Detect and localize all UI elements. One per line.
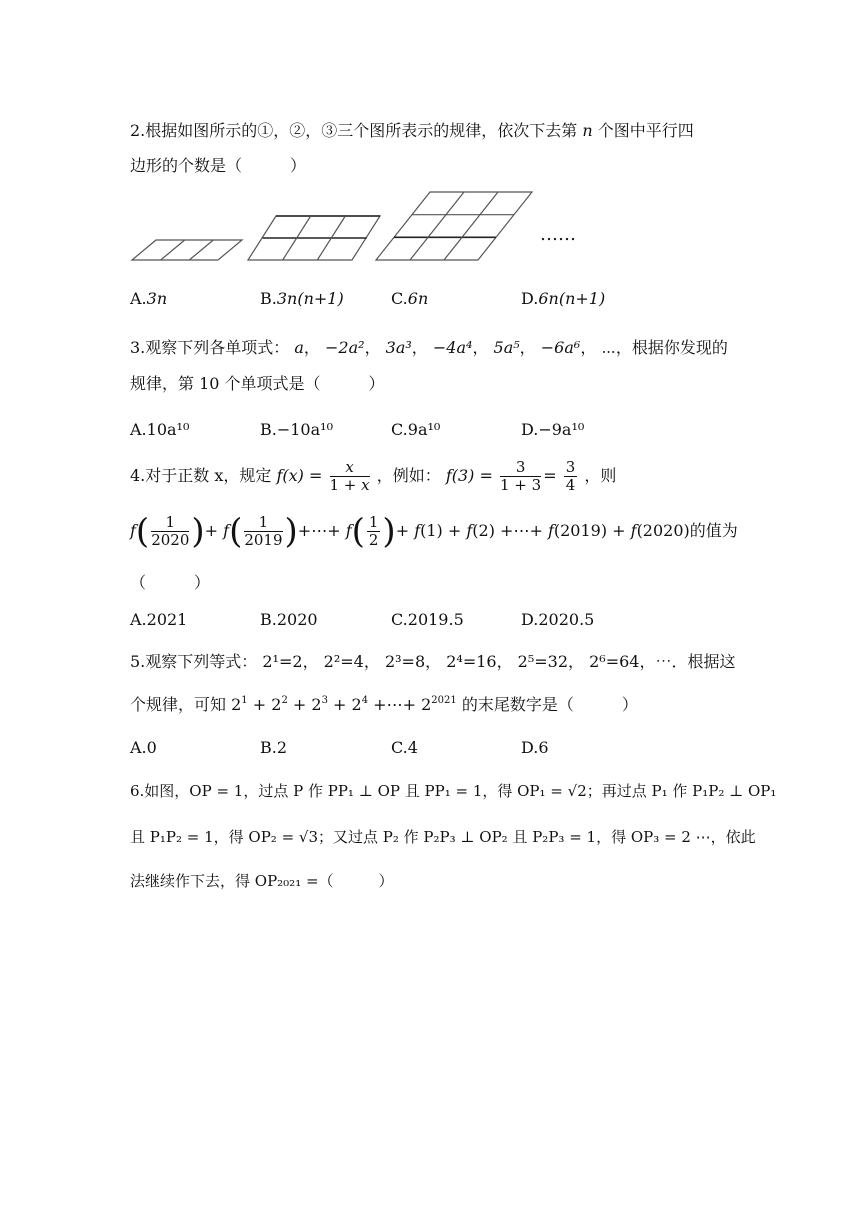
q2-ellipsis: ……	[540, 224, 576, 245]
q3-stem-line2: 规律，第 10 个单项式是（ ）	[130, 374, 385, 393]
q2-figure-1	[132, 240, 242, 260]
q4-answer-paren: （ ）	[130, 573, 211, 592]
q5-stem-line1: 5.观察下列等式： 2¹=2， 2²=4， 2³=8， 2⁴=16， 2⁵=32， 2⁶=64，⋯．根据这	[130, 652, 736, 671]
q2-option-b-label: B.	[260, 289, 277, 308]
q5-option-a: A.0	[130, 738, 157, 757]
q5-equality-4: 2⁴=16	[446, 652, 497, 671]
q3-term-ellipsis: ⋯	[601, 338, 616, 357]
q4-sum-expression: f( $\frac{1}{2020}$ )+ f( $\frac{1}{2019}$ )+⋯+ f( $\frac{1}{2}$ )+ f(1) + f(2) +⋯+ f(2019) + f(2020)的值为	[130, 511, 738, 552]
q3-term-3: 3a³	[385, 338, 412, 357]
q4-option-b: B.2020	[260, 610, 318, 629]
q2-stem-part1: 2.根据如图所示的①，②，③三个图所表示的规律，依次下去第	[130, 121, 578, 140]
q2-option-d	[521, 288, 605, 310]
q4-then: ，则	[584, 466, 617, 485]
q3-option-a: A.10a¹⁰	[130, 420, 190, 439]
q2-option-d-label: D.	[521, 289, 539, 308]
q2-var-n: n	[582, 121, 593, 140]
q2-option-a	[130, 288, 167, 310]
q4-stem-line1: 4.对于正数 x，规定 f(x) = $\frac{x}{1 + x}$ ，例如： f(3) = $\frac{3}{1 + 3}$ = $\frac{3}{4}$ ，则	[130, 458, 617, 494]
q4-example-label: ，例如：	[376, 466, 441, 485]
q5-option-b: B.2	[260, 738, 288, 757]
q4-example-fraction-1: $\frac{3}{1 + 3}$	[500, 458, 542, 494]
q4-option-a: A.2021	[130, 610, 188, 629]
q5-stem-line2	[130, 694, 638, 716]
q5-equality-5: 2⁵=32	[517, 652, 569, 671]
q2-stem-part2: 个图中平行四	[597, 121, 694, 140]
q5-stem-prefix: 5.观察下列等式：	[130, 652, 258, 671]
q6-stem-line1: 6.如图，OP = 1，过点 P 作 PP₁ ⊥ OP 且 PP₁ = 1，得 OP₁ = √2；再过点 P₁ 作 P₁P₂ ⊥ OP₁	[130, 782, 777, 800]
q2-option-c-value: 6n	[407, 289, 429, 308]
q4-option-c: C.2019.5	[391, 610, 464, 629]
q3-term-6: −6a⁶	[540, 338, 581, 357]
q2-stem-line2: 边形的个数是（ ）	[130, 156, 307, 175]
q5-line2-suffix: 的末尾数字是（ ）	[461, 695, 638, 714]
q2-option-a-label: A.	[130, 289, 147, 308]
q2-stem-line1	[130, 120, 694, 142]
q2-figure-3	[376, 192, 532, 260]
q4-definition-fraction: $\frac{x}{1 + x}$	[329, 458, 370, 494]
q5-equality-3: 2³=8	[384, 652, 426, 671]
q2-option-c	[391, 288, 428, 310]
q3-stem-suffix: ，根据你发现的	[615, 338, 728, 357]
q2-option-c-label: C.	[391, 289, 408, 308]
q5-equality-1: 2¹=2	[262, 652, 303, 671]
q2-option-b	[260, 288, 344, 310]
q3-option-d: D.−9a¹⁰	[521, 420, 585, 439]
q3-term-4: −4a⁴	[432, 338, 473, 357]
q4-stem-prefix: 4.对于正数 x，规定	[130, 466, 272, 485]
q3-stem-line1: 3.观察下列各单项式： a， −2a²， 3a³， −4a⁴， 5a⁵， −6a⁶， ⋯，根据你发现的	[130, 338, 728, 357]
q4-function-definition: f(x) =	[276, 466, 323, 485]
q4-example-fraction-2: $\frac{3}{4}$	[565, 458, 576, 494]
q5-option-c: C.4	[391, 738, 418, 757]
q5-equality-2: 2²=4	[323, 652, 364, 671]
q2-figure-2	[248, 216, 380, 260]
q2-option-a-value: 3n	[146, 289, 168, 308]
q2-option-d-value: 6n(n+1)	[538, 289, 606, 308]
q5-stem-suffix: ，⋯．根据这	[639, 652, 736, 671]
q2-option-b-value: 3n(n+1)	[276, 289, 344, 308]
q4-value-text: 的值为	[689, 521, 738, 540]
q5-line2-prefix: 个规律，可知	[130, 695, 227, 714]
q4-example-f3: f(3) =	[445, 466, 493, 485]
q3-term-5: 5a⁵	[493, 338, 520, 357]
q3-term-2: −2a²	[325, 338, 365, 357]
q3-option-c: C.9a¹⁰	[391, 420, 441, 439]
q3-option-b: B.−10a¹⁰	[260, 420, 333, 439]
q2-parallelogram-figures	[128, 188, 598, 268]
q3-term-1: a	[294, 338, 304, 357]
q6-stem-line2: 且 P₁P₂ = 1，得 OP₂ = √3；又过点 P₂ 作 P₂P₃ ⊥ OP₂ 且 P₂P₃ = 1，得 OP₃ = 2 ⋯，依此	[130, 828, 756, 846]
q3-stem-prefix: 3.观察下列各单项式：	[130, 338, 290, 357]
q6-stem-line3: 法继续作下去，得 OP₂₀₂₁ =（ ）	[130, 872, 394, 890]
q5-option-d: D.6	[521, 738, 549, 757]
q5-equality-6: 2⁶=64	[589, 652, 640, 671]
q4-option-d: D.2020.5	[521, 610, 595, 629]
q5-power-sum: $2^1 + 2^2 + 2^3 + 2^4$ +⋯+ $2^{2021}$	[231, 695, 457, 714]
